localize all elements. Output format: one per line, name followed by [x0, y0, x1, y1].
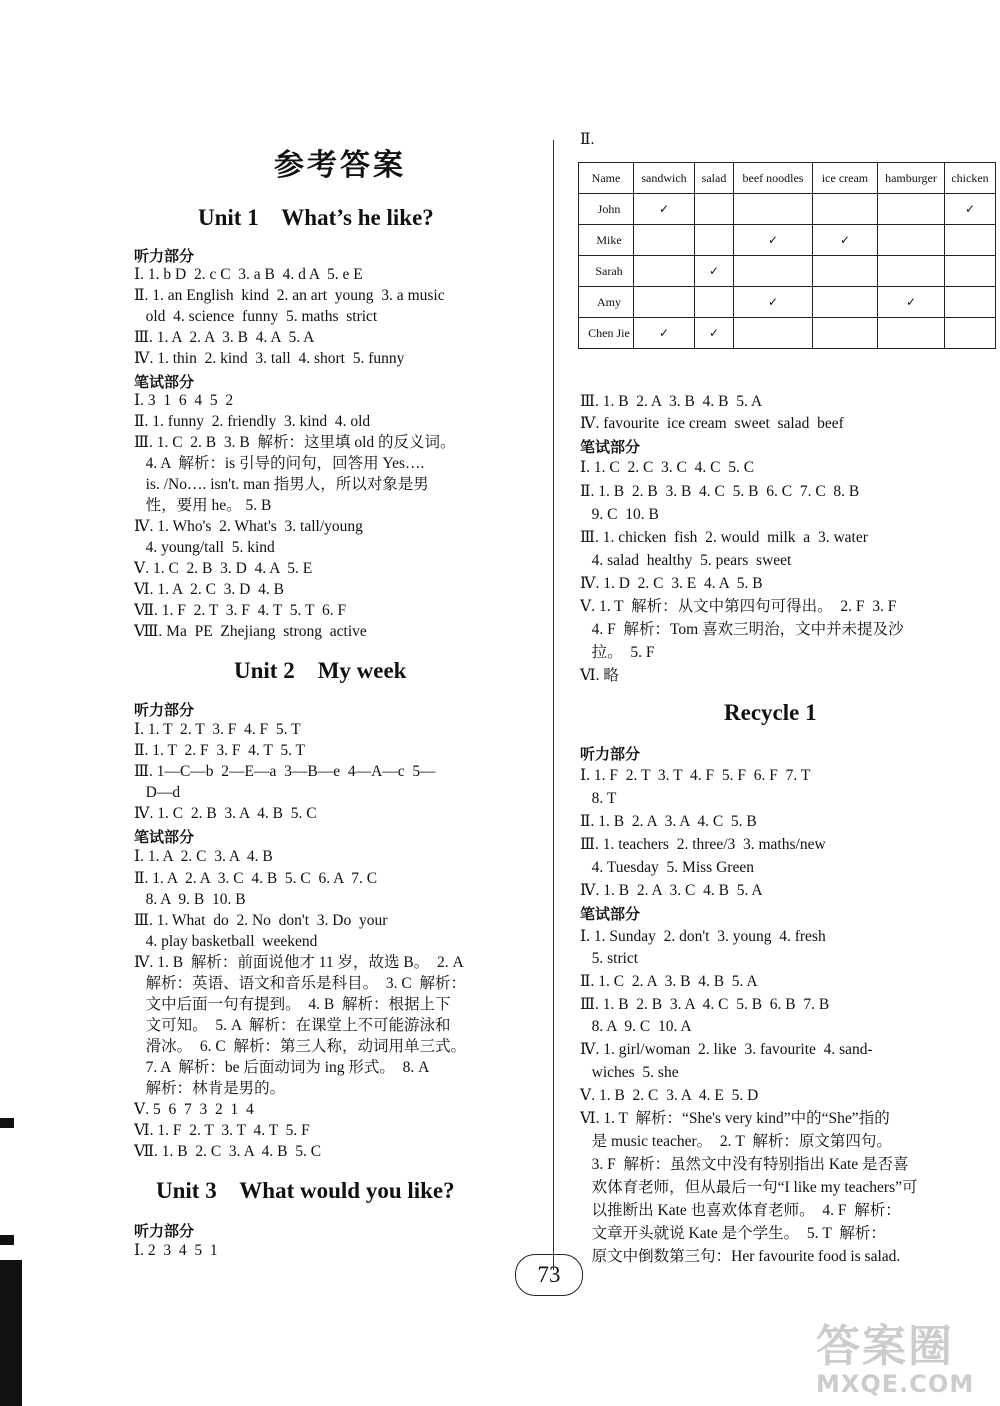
table-cell: [695, 287, 734, 318]
unit3-w2a: Ⅱ. 1. B 2. B 3. B 4. C 5. B 6. C 7. C 8. B: [580, 483, 860, 500]
recycle1-w6c: 3. F 解析：虽然文中没有特别指出 Kate 是否喜: [580, 1156, 909, 1173]
table-row-name: John: [579, 194, 634, 225]
unit2-w4a: Ⅳ. 1. B 解析：前面说他才 11 岁，故选 B。 2. A: [134, 954, 464, 971]
table-cell: [878, 225, 945, 256]
unit2-w4d: 文可知。 5. A 解析：在课堂上不可能游泳和: [134, 1017, 451, 1034]
table-row-name: Amy: [579, 287, 634, 318]
unit1-w4b: 4. young/tall 5. kind: [134, 539, 275, 556]
table-header-sandwich: sandwich: [634, 163, 695, 194]
table-cell: ✓: [813, 225, 878, 256]
table-row-name: Chen Jie: [579, 318, 634, 349]
unit3-listening-heading: 听力部分: [134, 1222, 195, 1240]
unit2-w2b: 8. A 9. B 10. B: [134, 891, 246, 908]
unit1-listening-heading: 听力部分: [134, 247, 195, 265]
table-cell: [734, 256, 813, 287]
recycle1-w6a: Ⅵ. 1. T 解析：“She's very kind”中的“She”指的: [580, 1110, 890, 1127]
unit1-w1: Ⅰ. 3 1 6 4 5 2: [134, 392, 234, 409]
table-row: [579, 287, 996, 318]
table-cell: [945, 256, 996, 287]
table-cell: [813, 256, 878, 287]
unit1-w6: Ⅵ. 1. A 2. C 3. D 4. B: [134, 581, 284, 598]
table-header-chicken: chicken: [945, 163, 996, 194]
unit1-w8: Ⅷ. Ma PE Zhejiang strong active: [134, 623, 367, 640]
recycle1-w3b: 8. A 9. C 10. A: [580, 1018, 692, 1035]
unit2-listening-heading: 听力部分: [134, 701, 195, 719]
unit3-w4: Ⅳ. 1. D 2. C 3. E 4. A 5. B: [580, 575, 763, 592]
table-cell: ✓: [695, 256, 734, 287]
unit1-l2b: old 4. science funny 5. maths strict: [134, 308, 378, 325]
table-cell: [945, 225, 996, 256]
unit3-w5a: Ⅴ. 1. T 解析：从文中第四句可得出。 2. F 3. F: [580, 598, 897, 615]
table-cell: [813, 287, 878, 318]
unit3-w5b: 4. F 解析：Tom 喜欢三明治，文中并未提及沙: [580, 621, 904, 638]
unit1-w3d: 性，要用 he。 5. B: [134, 497, 272, 514]
unit1-l3: Ⅲ. 1. A 2. A 3. B 4. A 5. A: [134, 329, 315, 346]
unit2-w3b: 4. play basketball weekend: [134, 933, 318, 950]
table-cell: [695, 194, 734, 225]
unit3-writing-heading: 笔试部分: [580, 438, 641, 456]
unit3-title: Unit 3 What would you like?: [156, 1178, 455, 1203]
recycle1-w6g: 原文中倒数第三句：Her favourite food is salad.: [580, 1248, 901, 1265]
scan-mark: [0, 1118, 14, 1128]
recycle1-w1b: 5. strict: [580, 950, 639, 967]
table-cell: [945, 318, 996, 349]
recycle1-w6f: 文章开头就说 Kate 是个学生。 5. T 解析：: [580, 1225, 886, 1242]
table-header-name: Name: [579, 163, 634, 194]
table-cell: [813, 194, 878, 225]
table-cell: [813, 318, 878, 349]
table-header-salad: salad: [695, 163, 734, 194]
unit3-w2b: 9. C 10. B: [580, 506, 659, 523]
table-row-name: Mike: [579, 225, 634, 256]
table-row: [579, 194, 996, 225]
unit1-writing-heading: 笔试部分: [134, 373, 195, 391]
unit2-w7: Ⅶ. 1. B 2. C 3. A 4. B 5. C: [134, 1143, 322, 1160]
page-title: 参考答案: [274, 148, 406, 183]
unit3-l2: Ⅱ.: [580, 131, 595, 148]
unit3-l1: Ⅰ. 2 3 4 5 1: [134, 1242, 218, 1259]
unit1-w7: Ⅶ. 1. F 2. T 3. F 4. T 5. T 6. F: [134, 602, 347, 619]
table-header-ice-cream: ice cream: [813, 163, 878, 194]
recycle1-title: Recycle 1: [724, 700, 817, 725]
table-cell: [634, 287, 695, 318]
unit2-writing-heading: 笔试部分: [134, 828, 195, 846]
table-header-beef-noodles: beef noodles: [734, 163, 813, 194]
table-cell: [695, 225, 734, 256]
unit2-w2a: Ⅱ. 1. A 2. A 3. C 4. B 5. C 6. A 7. C: [134, 870, 378, 887]
scan-mark: [0, 1235, 14, 1245]
unit2-w4g: 解析：林肯是男的。: [134, 1080, 286, 1097]
unit1-l1: Ⅰ. 1. b D 2. c C 3. a B 4. d A 5. e E: [134, 266, 363, 283]
page-number: 73: [515, 1254, 583, 1296]
recycle1-writing-heading: 笔试部分: [580, 905, 641, 923]
recycle1-l2: Ⅱ. 1. B 2. A 3. A 4. C 5. B: [580, 813, 757, 830]
recycle1-w5: Ⅴ. 1. B 2. C 3. A 4. E 5. D: [580, 1087, 759, 1104]
unit3-w3b: 4. salad healthy 5. pears sweet: [580, 552, 792, 569]
unit2-l2: Ⅱ. 1. T 2. F 3. F 4. T 5. T: [134, 742, 306, 759]
recycle1-w4b: wiches 5. she: [580, 1064, 679, 1081]
column-divider: [553, 140, 554, 1270]
unit3-w3a: Ⅲ. 1. chicken fish 2. would milk a 3. water: [580, 529, 868, 546]
recycle1-l3a: Ⅲ. 1. teachers 2. three/3 3. maths/new: [580, 836, 826, 853]
recycle1-w3a: Ⅲ. 1. B 2. B 3. A 4. C 5. B 6. B 7. B: [580, 996, 830, 1013]
table-cell: [734, 318, 813, 349]
unit1-w2: Ⅱ. 1. funny 2. friendly 3. kind 4. old: [134, 413, 371, 430]
recycle1-l4: Ⅳ. 1. B 2. A 3. C 4. B 5. A: [580, 882, 763, 899]
table-row: [579, 225, 996, 256]
recycle1-w6d: 欢体育老师，但从最后一句“I like my teachers”可: [580, 1179, 918, 1196]
watermark-line1: 答案圈: [816, 1321, 954, 1372]
unit3-w6: Ⅵ. 略: [580, 667, 619, 684]
unit2-w4b: 解析：英语、语文和音乐是科目。 3. C 解析：: [134, 975, 466, 992]
unit1-w4a: Ⅳ. 1. Who's 2. What's 3. tall/young: [134, 518, 363, 535]
table-cell: [878, 194, 945, 225]
table-cell: [734, 194, 813, 225]
recycle1-l1b: 8. T: [580, 790, 617, 807]
unit1-w5: Ⅴ. 1. C 2. B 3. D 4. A 5. E: [134, 560, 313, 577]
table-row: [579, 318, 996, 349]
scan-edge: [0, 1260, 22, 1406]
unit1-l4: Ⅳ. 1. thin 2. kind 3. tall 4. short 5. funny: [134, 350, 405, 367]
table-header-hamburger: hamburger: [878, 163, 945, 194]
recycle1-w6b: 是 music teacher。 2. T 解析：原文第四句。: [580, 1133, 892, 1150]
table-row: [579, 256, 996, 287]
unit2-w5: Ⅴ. 5 6 7 3 2 1 4: [134, 1101, 254, 1118]
unit1-l2a: Ⅱ. 1. an English kind 2. an art young 3. a music: [134, 287, 445, 304]
unit2-l3a: Ⅲ. 1—C—b 2—E—a 3—B—e 4—A—c 5—: [134, 763, 436, 780]
watermark-line2: MXQE.COM: [816, 1370, 975, 1398]
recycle1-listening-heading: 听力部分: [580, 745, 641, 763]
table-cell: [634, 256, 695, 287]
table-cell: ✓: [878, 287, 945, 318]
recycle1-l3b: 4. Tuesday 5. Miss Green: [580, 859, 754, 876]
unit3-w1: Ⅰ. 1. C 2. C 3. C 4. C 5. C: [580, 459, 755, 476]
unit2-title: Unit 2 My week: [234, 658, 407, 683]
table-cell: ✓: [734, 225, 813, 256]
recycle1-w4a: Ⅳ. 1. girl/woman 2. like 3. favourite 4. sand-: [580, 1041, 873, 1058]
unit2-l3b: D—d: [134, 784, 181, 801]
food-preference-table: [578, 162, 996, 349]
unit1-w3b: 4. A 解析：is 引导的问句，回答用 Yes….: [134, 455, 425, 472]
unit3-w5c: 拉。 5. F: [580, 644, 655, 661]
recycle1-w6e: 以推断出 Kate 也喜欢体育老师。 4. F 解析：: [580, 1202, 901, 1219]
table-cell: ✓: [634, 194, 695, 225]
unit1-w3a: Ⅲ. 1. C 2. B 3. B 解析：这里填 old 的反义词。: [134, 434, 456, 451]
table-row-name: Sarah: [579, 256, 634, 287]
unit2-w4e: 滑冰。 6. C 解析：第三人称，动词用单三式。: [134, 1038, 466, 1055]
table-cell: [945, 287, 996, 318]
unit2-w3a: Ⅲ. 1. What do 2. No don't 3. Do your: [134, 912, 388, 929]
table-cell: [878, 256, 945, 287]
recycle1-l1a: Ⅰ. 1. F 2. T 3. T 4. F 5. F 6. F 7. T: [580, 767, 811, 784]
table-cell: ✓: [945, 194, 996, 225]
watermark-logo: [816, 1310, 994, 1400]
table-cell: ✓: [695, 318, 734, 349]
recycle1-w1a: Ⅰ. 1. Sunday 2. don't 3. young 4. fresh: [580, 928, 826, 945]
table-cell: [878, 318, 945, 349]
unit2-w1: Ⅰ. 1. A 2. C 3. A 4. B: [134, 848, 273, 865]
unit1-w3c: is. /No…. isn't. man 指男人，所以对象是男: [134, 476, 429, 493]
unit3-l3: Ⅲ. 1. B 2. A 3. B 4. B 5. A: [580, 393, 763, 410]
table-cell: [634, 225, 695, 256]
unit2-l1: Ⅰ. 1. T 2. T 3. F 4. F 5. T: [134, 721, 301, 738]
table-cell: ✓: [634, 318, 695, 349]
unit2-l4: Ⅳ. 1. C 2. B 3. A 4. B 5. C: [134, 805, 317, 822]
recycle1-w2: Ⅱ. 1. C 2. A 3. B 4. B 5. A: [580, 973, 758, 990]
unit2-w4c: 文中后面一句有提到。 4. B 解析：根据上下: [134, 996, 451, 1013]
unit3-l4: Ⅳ. favourite ice cream sweet salad beef: [580, 415, 844, 432]
table-cell: ✓: [734, 287, 813, 318]
unit2-w6: Ⅵ. 1. F 2. T 3. T 4. T 5. F: [134, 1122, 310, 1139]
unit1-title: Unit 1 What’s he like?: [198, 205, 434, 230]
unit2-w4f: 7. A 解析：be 后面动词为 ing 形式。 8. A: [134, 1059, 430, 1076]
